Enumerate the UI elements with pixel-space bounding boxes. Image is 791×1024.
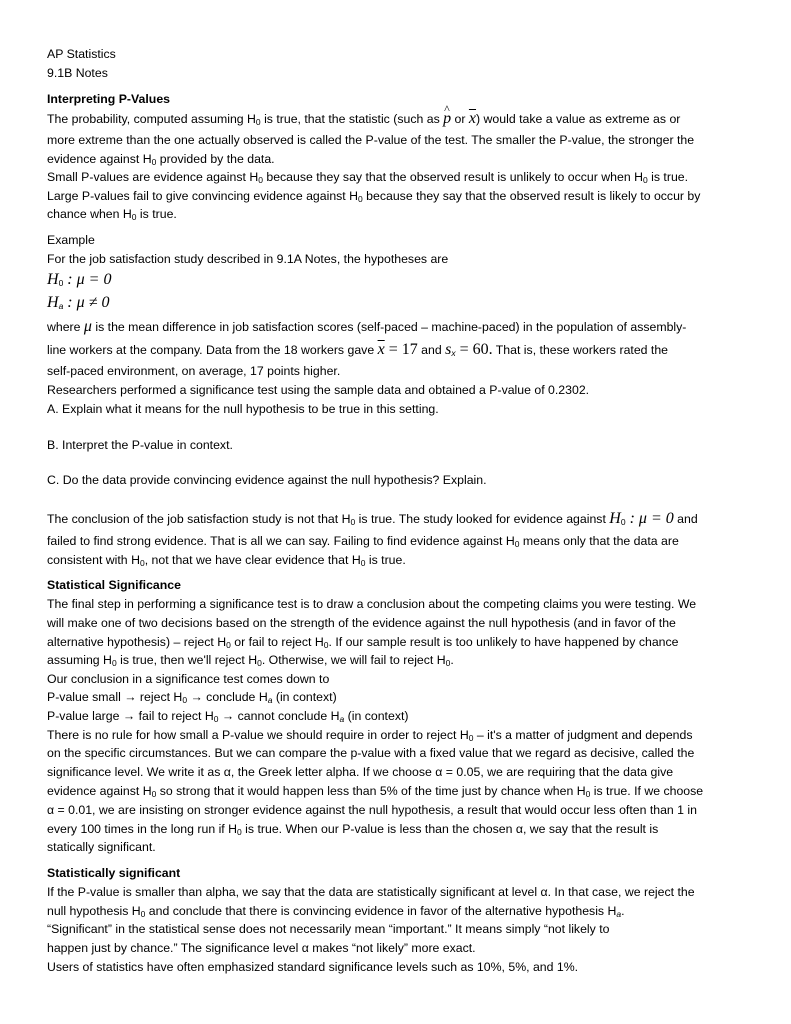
example-label: Example	[47, 233, 95, 247]
decision-rule-small: P-value small → reject $H_0$ → conclude $H_a$ (in context)	[47, 690, 337, 705]
paragraph-line: If the P-value is smaller than alpha, we say that the data are statistically significant at level α. In that case, we reject the	[47, 885, 695, 899]
example-intro: For the job satisfaction study described in 9.1A Notes, the hypotheses are	[47, 252, 449, 266]
paragraph-line: evidence against $H_0$ provided by the data.	[47, 152, 275, 167]
paragraph-line: more extreme than the one actually observed is called the P-value of the test. The smaller the P-value, the stronger the	[47, 133, 695, 147]
paragraph-line: where μ is the mean difference in job satisfaction scores (self-paced – machine-paced) in the population of assembly-	[47, 318, 687, 335]
paragraph-line: every 100 times in the long run if $H_0$ is true. When our P-value is less than the chosen α, we say that the result is	[47, 822, 659, 837]
paragraph-line: chance when $H_0$ is true.	[47, 207, 177, 222]
paragraph-line: Researchers performed a significance test using the sample data and obtained a P-value of 0.2302.	[47, 383, 590, 397]
paragraph-line: will make one of two decisions based on the strength of the evidence against the null hypothesis (and in favor of the	[47, 616, 676, 630]
paragraph-line: significance level. We write it as α, the Greek letter alpha. If we choose α = 0.05, we are requiring that the data give	[47, 765, 674, 779]
paragraph-line: Users of statistics have often emphasized standard significance levels such as 10%, 5%, and 1%.	[47, 960, 579, 974]
paragraph-line: The final step in performing a significance test is to draw a conclusion about the competing claims you were testing. We	[47, 597, 697, 611]
notes-title: 9.1B Notes	[47, 66, 108, 80]
paragraph-line: consistent with $H_0$, not that we have clear evidence that $H_0$ is true.	[47, 553, 406, 568]
x-bar-symbol: $\overline{x}$	[468, 110, 477, 127]
alternative-hypothesis: $H_a$ : μ ≠ 0	[47, 294, 110, 311]
paragraph-line: happen just by chance.” The significance level α makes “not likely” more exact.	[47, 941, 476, 955]
decision-rule-large: P-value large → fail to reject $H_0$ → cannot conclude $H_a$ (in context)	[47, 709, 409, 724]
p-hat-symbol: ^ p	[443, 111, 451, 126]
paragraph-line: “Significant” in the statistical sense does not necessarily mean “important.” It means simply “not likely to	[47, 922, 610, 936]
heading-statistically-significant: Statistically significant	[47, 866, 181, 880]
paragraph-line: null hypothesis $H_0$ and conclude that there is convincing evidence in favor of the alternative hypothesis $H_a$.	[47, 904, 625, 919]
null-hypothesis: $H_0$ : μ = 0	[47, 271, 112, 288]
paragraph-line: self-paced environment, on average, 17 points higher.	[47, 364, 341, 378]
paragraph-line: Large P-values fail to give convincing evidence against $H_0$ because they say that the observed result is likely to occur by	[47, 189, 701, 204]
paragraph-line: Small P-values are evidence against $H_0$ because they say that the observed result is unlikely to occur when $H_0$ is true.	[47, 170, 689, 185]
paragraph-line: The conclusion of the job satisfaction study is not that $H_0$ is true. The study looked for evidence against $H_0$ : μ = 0 and	[47, 510, 698, 527]
paragraph-line: on the specific circumstances. But we can compare the p-value with a fixed value that we regard as decisive, called the	[47, 746, 695, 760]
paragraph-line: failed to find strong evidence. That is all we can say. Failing to find evidence against $H_0$ means only that the data are	[47, 534, 679, 549]
paragraph-line: line workers at the company. Data from the 18 workers gave $\overline{x} = 17$ and $s_x = 60$. That is, these workers rated the	[47, 341, 669, 358]
heading-interpreting: Interpreting P-Values	[47, 92, 170, 106]
paragraph-line: statically significant.	[47, 840, 156, 854]
paragraph-line: Our conclusion in a significance test comes down to	[47, 672, 330, 686]
paragraph-line: assuming $H_0$ is true, then we'll reject $H_0$. Otherwise, we will fail to reject $H_0$.	[47, 653, 454, 668]
paragraph-line: α = 0.01, we are insisting on stronger evidence against the null hypothesis, a result that would occur less often than 1 in	[47, 803, 698, 817]
paragraph-line: alternative hypothesis) – reject $H_0$ or fail to reject $H_0$. If our sample result is too unlikely to have happened by chance	[47, 635, 679, 650]
paragraph-line: There is no rule for how small a P-value we should require in order to reject $H_0 - it's$ a matter of judgment and depends	[47, 728, 693, 743]
course-title: AP Statistics	[47, 47, 116, 61]
paragraph-line: evidence against $H_0$ so strong that it would happen less than 5% of the time just by chance when $H_0$ is true. If we choose	[47, 784, 704, 799]
question-b: B. Interpret the P-value in context.	[47, 438, 233, 452]
question-c: C. Do the data provide convincing evidence against the null hypothesis? Explain.	[47, 473, 487, 487]
heading-statistical-significance: Statistical Significance	[47, 578, 181, 592]
question-a: A. Explain what it means for the null hypothesis to be true in this setting.	[47, 402, 439, 416]
paragraph-line: The probability, computed assuming $H_0$ is true, that the statistic (such as ^ p or $\overline{x}$) would take a value as extreme as or	[47, 111, 680, 127]
